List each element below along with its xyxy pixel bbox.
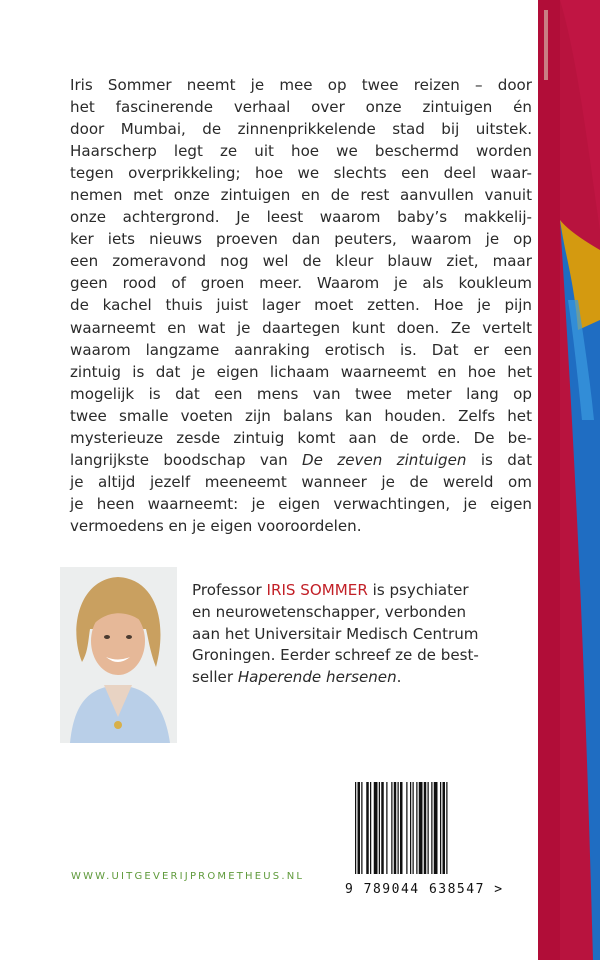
- bio-line: [192, 667, 532, 689]
- barcode-bar: [443, 782, 446, 874]
- barcode-bar: [413, 782, 414, 874]
- blurb-line: [70, 140, 532, 162]
- blurb-line: [70, 250, 532, 272]
- blurb-text: twee smalle voeten zijn balans kan houden. Zelfs het: [70, 406, 532, 425]
- barcode-bar: [386, 782, 387, 874]
- publisher-url[interactable]: WWW.UITGEVERIJPROMETHEUS.NL: [71, 871, 305, 882]
- blurb-line: [70, 206, 532, 228]
- blurb-text: langrijkste boodschap van: [70, 450, 303, 469]
- author-bio: [192, 580, 532, 689]
- blurb-text: de kachel thuis juist lager moet zetten. Hoe je pijn: [70, 296, 532, 315]
- book-title: De zeven zintuigen: [302, 450, 467, 469]
- blurb-line: [70, 184, 532, 206]
- blurb-text: door Mumbai, de zinnenprikkelende stad bij uitstek.: [70, 120, 532, 139]
- blurb-text: waarom langzame aanraking erotisch is. Dat er een: [70, 340, 532, 359]
- bio-text: Professor: [192, 581, 267, 599]
- blurb-text: het fascinerende verhaal over onze zintuigen én: [70, 98, 532, 117]
- blurb-line: [70, 427, 532, 449]
- author-name: IRIS SOMMER: [266, 581, 368, 599]
- blurb-text: je heen waarneemt: je eigen verwachtingen, je eigen: [70, 494, 532, 513]
- blurb-text: je altijd jezelf meeneemt wanneer je de wereld om: [70, 472, 532, 491]
- barcode-bar: [366, 782, 369, 874]
- bio-text: .: [396, 668, 402, 687]
- barcode-bar: [424, 782, 427, 874]
- blurb-line: [70, 405, 532, 427]
- blurb-line: [70, 162, 532, 184]
- barcode-bar: [379, 782, 380, 874]
- blurb-text: Haarscherp legt ze uit hoe we beschermd worden: [70, 142, 532, 161]
- back-cover-blurb: [70, 74, 532, 537]
- barcode-bar: [419, 782, 423, 874]
- bio-line: [192, 580, 532, 602]
- barcode-bar: [400, 782, 403, 874]
- blurb-text: mogelijk is dat een mens van twee meter lang op: [70, 384, 532, 403]
- blurb-text: zintuig is dat je eigen lichaam waarneemt en hoe het: [70, 362, 532, 381]
- blurb-text: geen rood of groen meer. Waarom je als koukleum: [70, 274, 532, 293]
- blurb-line: [70, 493, 532, 515]
- bio-line: aan het Universitair Medisch Centrum: [192, 624, 479, 643]
- blurb-text: waarneemt en wat je daartegen kunt doen. Ze vertelt: [70, 318, 532, 337]
- barcode-bar: [431, 782, 432, 874]
- blurb-text: mysterieuze zesde zintuig komt aan de orde. De be-: [70, 428, 532, 447]
- blurb-line: [70, 317, 532, 339]
- blurb-text: is dat: [466, 450, 533, 469]
- bio-text: seller: [192, 668, 238, 687]
- barcode-bar: [355, 782, 356, 874]
- isbn-number: 9 789044 638547 >: [345, 882, 504, 897]
- blurb-text: Iris Sommer neemt je mee op twee reizen – door: [70, 76, 532, 94]
- barcode-bar: [381, 782, 384, 874]
- blurb-line: [70, 294, 532, 316]
- blurb-text: tegen overprikkeling; hoe we slechts een deel waar-: [70, 164, 532, 183]
- barcode-bar: [410, 782, 411, 874]
- blurb-text: vermoedens en je eigen vooroordelen.: [70, 516, 362, 535]
- blurb-line: [70, 74, 532, 96]
- barcode-bar: [446, 782, 447, 874]
- blurb-line: [70, 361, 532, 383]
- barcode-bar: [361, 782, 362, 874]
- blurb-text: een zomeravond nog wel de kleur blauw ziet, maar: [70, 252, 532, 271]
- barcode: [355, 782, 478, 874]
- barcode-bar: [391, 782, 392, 874]
- blurb-line: [70, 228, 532, 250]
- bio-line: Groningen. Eerder schreef ze de best-: [192, 646, 479, 665]
- bio-text: is psychiater: [367, 581, 469, 599]
- barcode-bar: [394, 782, 397, 874]
- barcode-bar: [428, 782, 429, 874]
- blurb-line: [70, 272, 532, 294]
- bio-line: en neurowetenschapper, verbonden: [192, 602, 467, 621]
- blurb-line: [70, 339, 532, 361]
- blurb-line: [70, 118, 532, 140]
- blurb-text: nemen met onze zintuigen en de rest aanvullen vanuit: [70, 186, 532, 205]
- blurb-line: [70, 449, 532, 471]
- barcode-bar: [440, 782, 441, 874]
- blurb-line: [70, 96, 532, 118]
- author-photo: [60, 567, 177, 743]
- blurb-text: ker iets nieuws proeven dan peuters, waarom je op: [70, 230, 532, 249]
- blurb-line: [70, 471, 532, 493]
- blurb-line: [70, 515, 532, 537]
- previous-book-title: Haperende hersenen: [237, 668, 397, 687]
- blurb-text: onze achtergrond. Je leest waarom baby’s makkelij-: [70, 208, 532, 227]
- cover-image-edge: [538, 0, 600, 960]
- blurb-line: [70, 383, 532, 405]
- barcode-bar: [358, 782, 361, 874]
- barcode-bar: [398, 782, 399, 874]
- blurb-text: [70, 451, 532, 469]
- barcode-bar: [416, 782, 417, 874]
- barcode-bar: [374, 782, 378, 874]
- barcode-bar: [406, 782, 407, 874]
- barcode-bar: [434, 782, 438, 874]
- barcode-bar: [370, 782, 371, 874]
